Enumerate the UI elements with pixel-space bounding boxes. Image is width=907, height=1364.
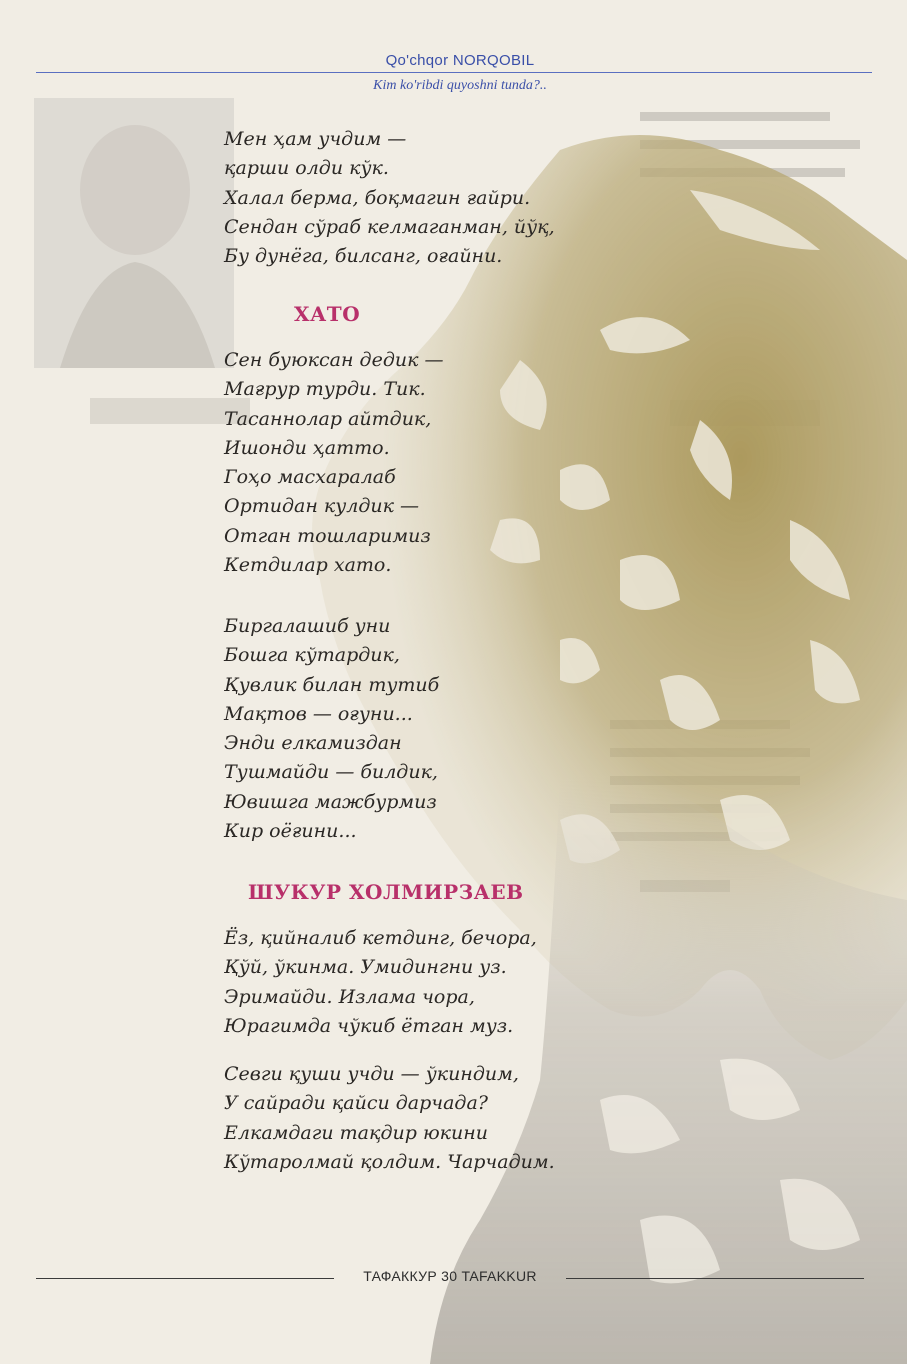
hato-stanza-2 bbox=[224, 612, 439, 846]
footer-rule-right bbox=[566, 1278, 864, 1279]
poem-line: Сен буюксан дедик — bbox=[224, 349, 444, 371]
poem-line: Тасаннолар айтдик, bbox=[224, 407, 432, 430]
poem-line: Тушмайди — билдик, bbox=[224, 761, 438, 784]
footer-rule-left bbox=[36, 1278, 334, 1279]
shukur-stanza-1 bbox=[224, 924, 537, 1041]
poem-title-shukur: ШУКУР ХОЛМИРЗАЕВ bbox=[248, 880, 524, 904]
poem-line: Кир оёғини... bbox=[224, 820, 357, 843]
poem-line: Ортидан кулдик — bbox=[224, 495, 420, 518]
poem-line: Севги қуши учди — ўкиндим, bbox=[224, 1063, 519, 1085]
poem-line: Эримайди. Излама чора, bbox=[224, 985, 475, 1008]
poem-line: Халал берма, боқмагин ғайри. bbox=[224, 186, 531, 209]
header-author: Qo'chqor NORQOBIL bbox=[385, 52, 535, 69]
poem-line: Мен ҳам учдим — bbox=[224, 128, 407, 150]
poem-line: Сендан сўраб келмаганман, йўқ, bbox=[224, 215, 555, 238]
footer-page-number: ТАФАККУР 30 TAFAKKUR bbox=[363, 1268, 537, 1284]
poem-line: Кетдилар хато. bbox=[224, 554, 392, 577]
poem-line: Қўй, ўкинма. Умидингни уз. bbox=[224, 956, 507, 979]
poem-line: Ишонди ҳатто. bbox=[224, 436, 390, 459]
poem-line: Мағрур турди. Тик. bbox=[224, 378, 426, 401]
header-subtitle: Kim ko'ribdi quyoshni tunda?.. bbox=[373, 78, 547, 93]
poem-line: Юрагимда чўкиб ётган муз. bbox=[224, 1014, 514, 1037]
poem-line: Ювишга мажбурмиз bbox=[224, 790, 437, 813]
poem-line: Бу дунёга, билсанг, оғайни. bbox=[224, 245, 503, 268]
poem-line: Бошга кўтардик, bbox=[224, 644, 400, 667]
opening-stanza bbox=[224, 125, 555, 271]
shukur-stanza-2 bbox=[224, 1060, 555, 1177]
poem-line: қарши олди кўк. bbox=[224, 157, 389, 180]
poem-line: Мақтов — оғуни... bbox=[224, 702, 413, 725]
poem-line: Энди елкамиздан bbox=[224, 732, 402, 755]
poem-line: Отган тошларимиз bbox=[224, 524, 431, 547]
poem-line: Гоҳо масхаралаб bbox=[224, 466, 396, 489]
poem-line: Ёз, қийналиб кетдинг, бечора, bbox=[224, 927, 537, 949]
header-rule bbox=[36, 72, 872, 73]
poem-line: Елкамдаги тақдир юкини bbox=[224, 1121, 489, 1144]
poem-line: Биргалашиб уни bbox=[224, 615, 391, 637]
poem-line: У сайради қайси дарчада? bbox=[224, 1092, 488, 1115]
poem-line: Қувлик билан тутиб bbox=[224, 673, 440, 696]
hato-stanza-1 bbox=[224, 346, 444, 580]
poem-title-hato: ХАТО bbox=[294, 302, 361, 326]
poem-line: Кўтаролмай қолдим. Чарчадим. bbox=[224, 1150, 555, 1173]
